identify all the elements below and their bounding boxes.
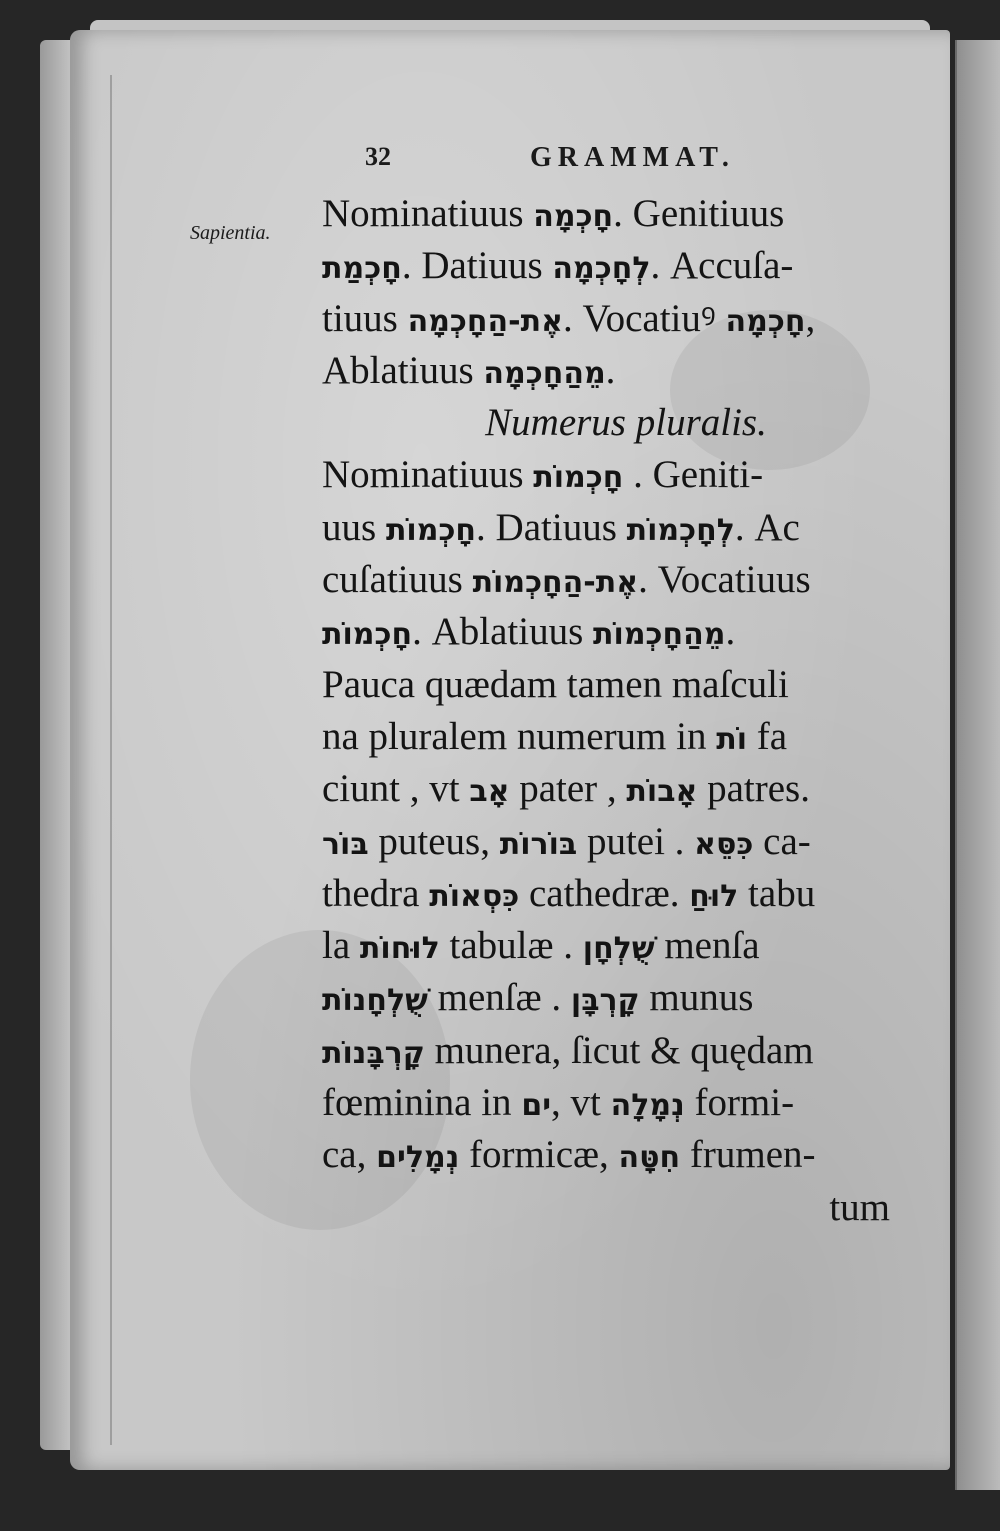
text-line bbox=[322, 659, 890, 711]
latin-text: pater , bbox=[509, 767, 627, 811]
hebrew-word: חִטָּה bbox=[618, 1140, 681, 1176]
latin-text: tiuus bbox=[322, 296, 408, 340]
latin-text: Nominatiuus bbox=[322, 453, 534, 497]
latin-text: ca, bbox=[322, 1133, 377, 1177]
hebrew-word: לוּחַ bbox=[689, 878, 739, 914]
latin-text: . Ac bbox=[734, 505, 800, 549]
latin-text: menſa bbox=[654, 924, 760, 968]
latin-text: . Genitiuus bbox=[613, 192, 785, 235]
latin-text: la bbox=[322, 924, 360, 968]
text-line bbox=[322, 763, 890, 815]
text-line bbox=[322, 920, 890, 972]
hebrew-word: חָכְמוֹת bbox=[533, 460, 624, 496]
margin-note: Sapientia. bbox=[190, 222, 271, 244]
hebrew-word: מֵהַחָכְמוֹת bbox=[593, 617, 726, 653]
text-line bbox=[322, 1129, 890, 1181]
hebrew-word: אָב bbox=[469, 774, 510, 810]
latin-text: , vt bbox=[551, 1081, 611, 1125]
running-head: GRAMMAT. bbox=[530, 142, 735, 173]
latin-text: puteus, bbox=[368, 819, 500, 863]
latin-text: ca- bbox=[753, 819, 811, 863]
facing-page-edge bbox=[955, 40, 1000, 1490]
hebrew-word: אֶת-הַחָכְמָה bbox=[407, 303, 563, 339]
latin-text: . Ablatiuus bbox=[412, 610, 594, 654]
latin-text: formicæ, bbox=[459, 1133, 619, 1177]
latin-text: tabu bbox=[738, 871, 816, 915]
latin-text: na pluralem numerum in bbox=[322, 714, 717, 758]
latin-text: Nominatiuus bbox=[322, 192, 534, 235]
latin-text: frumen- bbox=[680, 1133, 816, 1177]
text-line bbox=[322, 345, 890, 397]
latin-text: munus bbox=[639, 976, 754, 1020]
page-number: 32 bbox=[365, 142, 391, 171]
text-line bbox=[322, 449, 890, 501]
text-line bbox=[322, 554, 890, 606]
page-header bbox=[365, 142, 805, 182]
hebrew-word: נְמָלָה bbox=[610, 1088, 685, 1124]
latin-text: tabulæ . bbox=[439, 924, 583, 968]
page-fold-line bbox=[110, 75, 130, 1445]
latin-text: thedra bbox=[322, 871, 430, 915]
hebrew-word: בּוֹרוֹת bbox=[499, 826, 578, 862]
hebrew-word: חָכְמוֹת bbox=[385, 512, 477, 548]
hebrew-word: חָכְמוֹת bbox=[322, 617, 413, 653]
hebrew-word: חָכְמָה bbox=[533, 199, 614, 234]
latin-text: cathedræ. bbox=[519, 871, 690, 915]
text-line bbox=[322, 502, 890, 554]
latin-text: . bbox=[605, 348, 616, 392]
text-line bbox=[322, 188, 890, 240]
hebrew-word: לוּחוֹת bbox=[359, 931, 440, 967]
hebrew-word: כִּסְאוֹת bbox=[429, 878, 520, 914]
latin-text: Pauca quædam tamen maſculi bbox=[322, 662, 789, 706]
latin-text: formi- bbox=[684, 1081, 795, 1125]
latin-text: Numerus pluralis. bbox=[485, 401, 767, 445]
latin-text: uus bbox=[322, 505, 386, 549]
hebrew-word: קָרְבָּנוֹת bbox=[322, 1035, 425, 1071]
text-line bbox=[322, 293, 890, 345]
body-text bbox=[322, 188, 890, 1234]
text-line bbox=[322, 1182, 890, 1234]
hebrew-word: קָרְבָּן bbox=[570, 983, 640, 1019]
hebrew-word: חָכְמַת bbox=[322, 251, 402, 287]
hebrew-word: מֵהַחָכְמָה bbox=[483, 355, 606, 391]
latin-text: cuſatiuus bbox=[322, 558, 473, 602]
latin-text: patres. bbox=[697, 767, 810, 811]
text-line bbox=[322, 1077, 890, 1129]
latin-text: tum bbox=[829, 1185, 890, 1229]
text-line bbox=[322, 240, 890, 292]
hebrew-word: וֹת bbox=[716, 721, 748, 757]
text-line bbox=[322, 397, 890, 449]
latin-text: , bbox=[805, 296, 816, 340]
text-line bbox=[322, 606, 890, 658]
latin-text: menſæ . bbox=[427, 976, 571, 1020]
latin-text: . Geniti- bbox=[623, 453, 764, 497]
latin-text: ciunt , vt bbox=[322, 767, 470, 811]
latin-text: . Accuſa- bbox=[650, 244, 794, 288]
hebrew-word: שֻׁלְחָנוֹת bbox=[322, 983, 428, 1019]
latin-text: munera, ſicut & quędam bbox=[424, 1028, 814, 1072]
hebrew-word: נְמָלִים bbox=[376, 1140, 460, 1176]
hebrew-word: לְחָכְמוֹת bbox=[626, 512, 735, 548]
text-line bbox=[322, 1025, 890, 1077]
latin-text: fœminina in bbox=[322, 1081, 522, 1125]
latin-text: fa bbox=[747, 714, 788, 758]
latin-text: . Vocatiuus bbox=[638, 558, 811, 602]
latin-text: . bbox=[725, 610, 736, 654]
latin-text: . Datiuus bbox=[476, 505, 627, 549]
hebrew-word: ים bbox=[521, 1088, 552, 1124]
hebrew-word: בּוֹר bbox=[322, 826, 369, 862]
hebrew-word: כִּסֵּא bbox=[694, 826, 754, 862]
hebrew-word: שֻׁלְחָן bbox=[582, 931, 655, 967]
latin-text: Ablatiuus bbox=[322, 348, 484, 392]
text-line bbox=[322, 711, 890, 763]
latin-text: . Datiuus bbox=[401, 244, 553, 288]
hebrew-word: חָכְמָה bbox=[725, 303, 806, 339]
hebrew-word: אָבוֹת bbox=[626, 774, 698, 810]
text-line bbox=[322, 868, 890, 920]
hebrew-word: לְחָכְמָה bbox=[552, 251, 651, 287]
latin-text: . Vocatiuꝰ bbox=[562, 296, 726, 340]
latin-text: putei . bbox=[577, 819, 695, 863]
text-line bbox=[322, 972, 890, 1024]
hebrew-word: אֶת-הַחָכְמוֹת bbox=[472, 565, 639, 601]
text-line bbox=[322, 816, 890, 868]
